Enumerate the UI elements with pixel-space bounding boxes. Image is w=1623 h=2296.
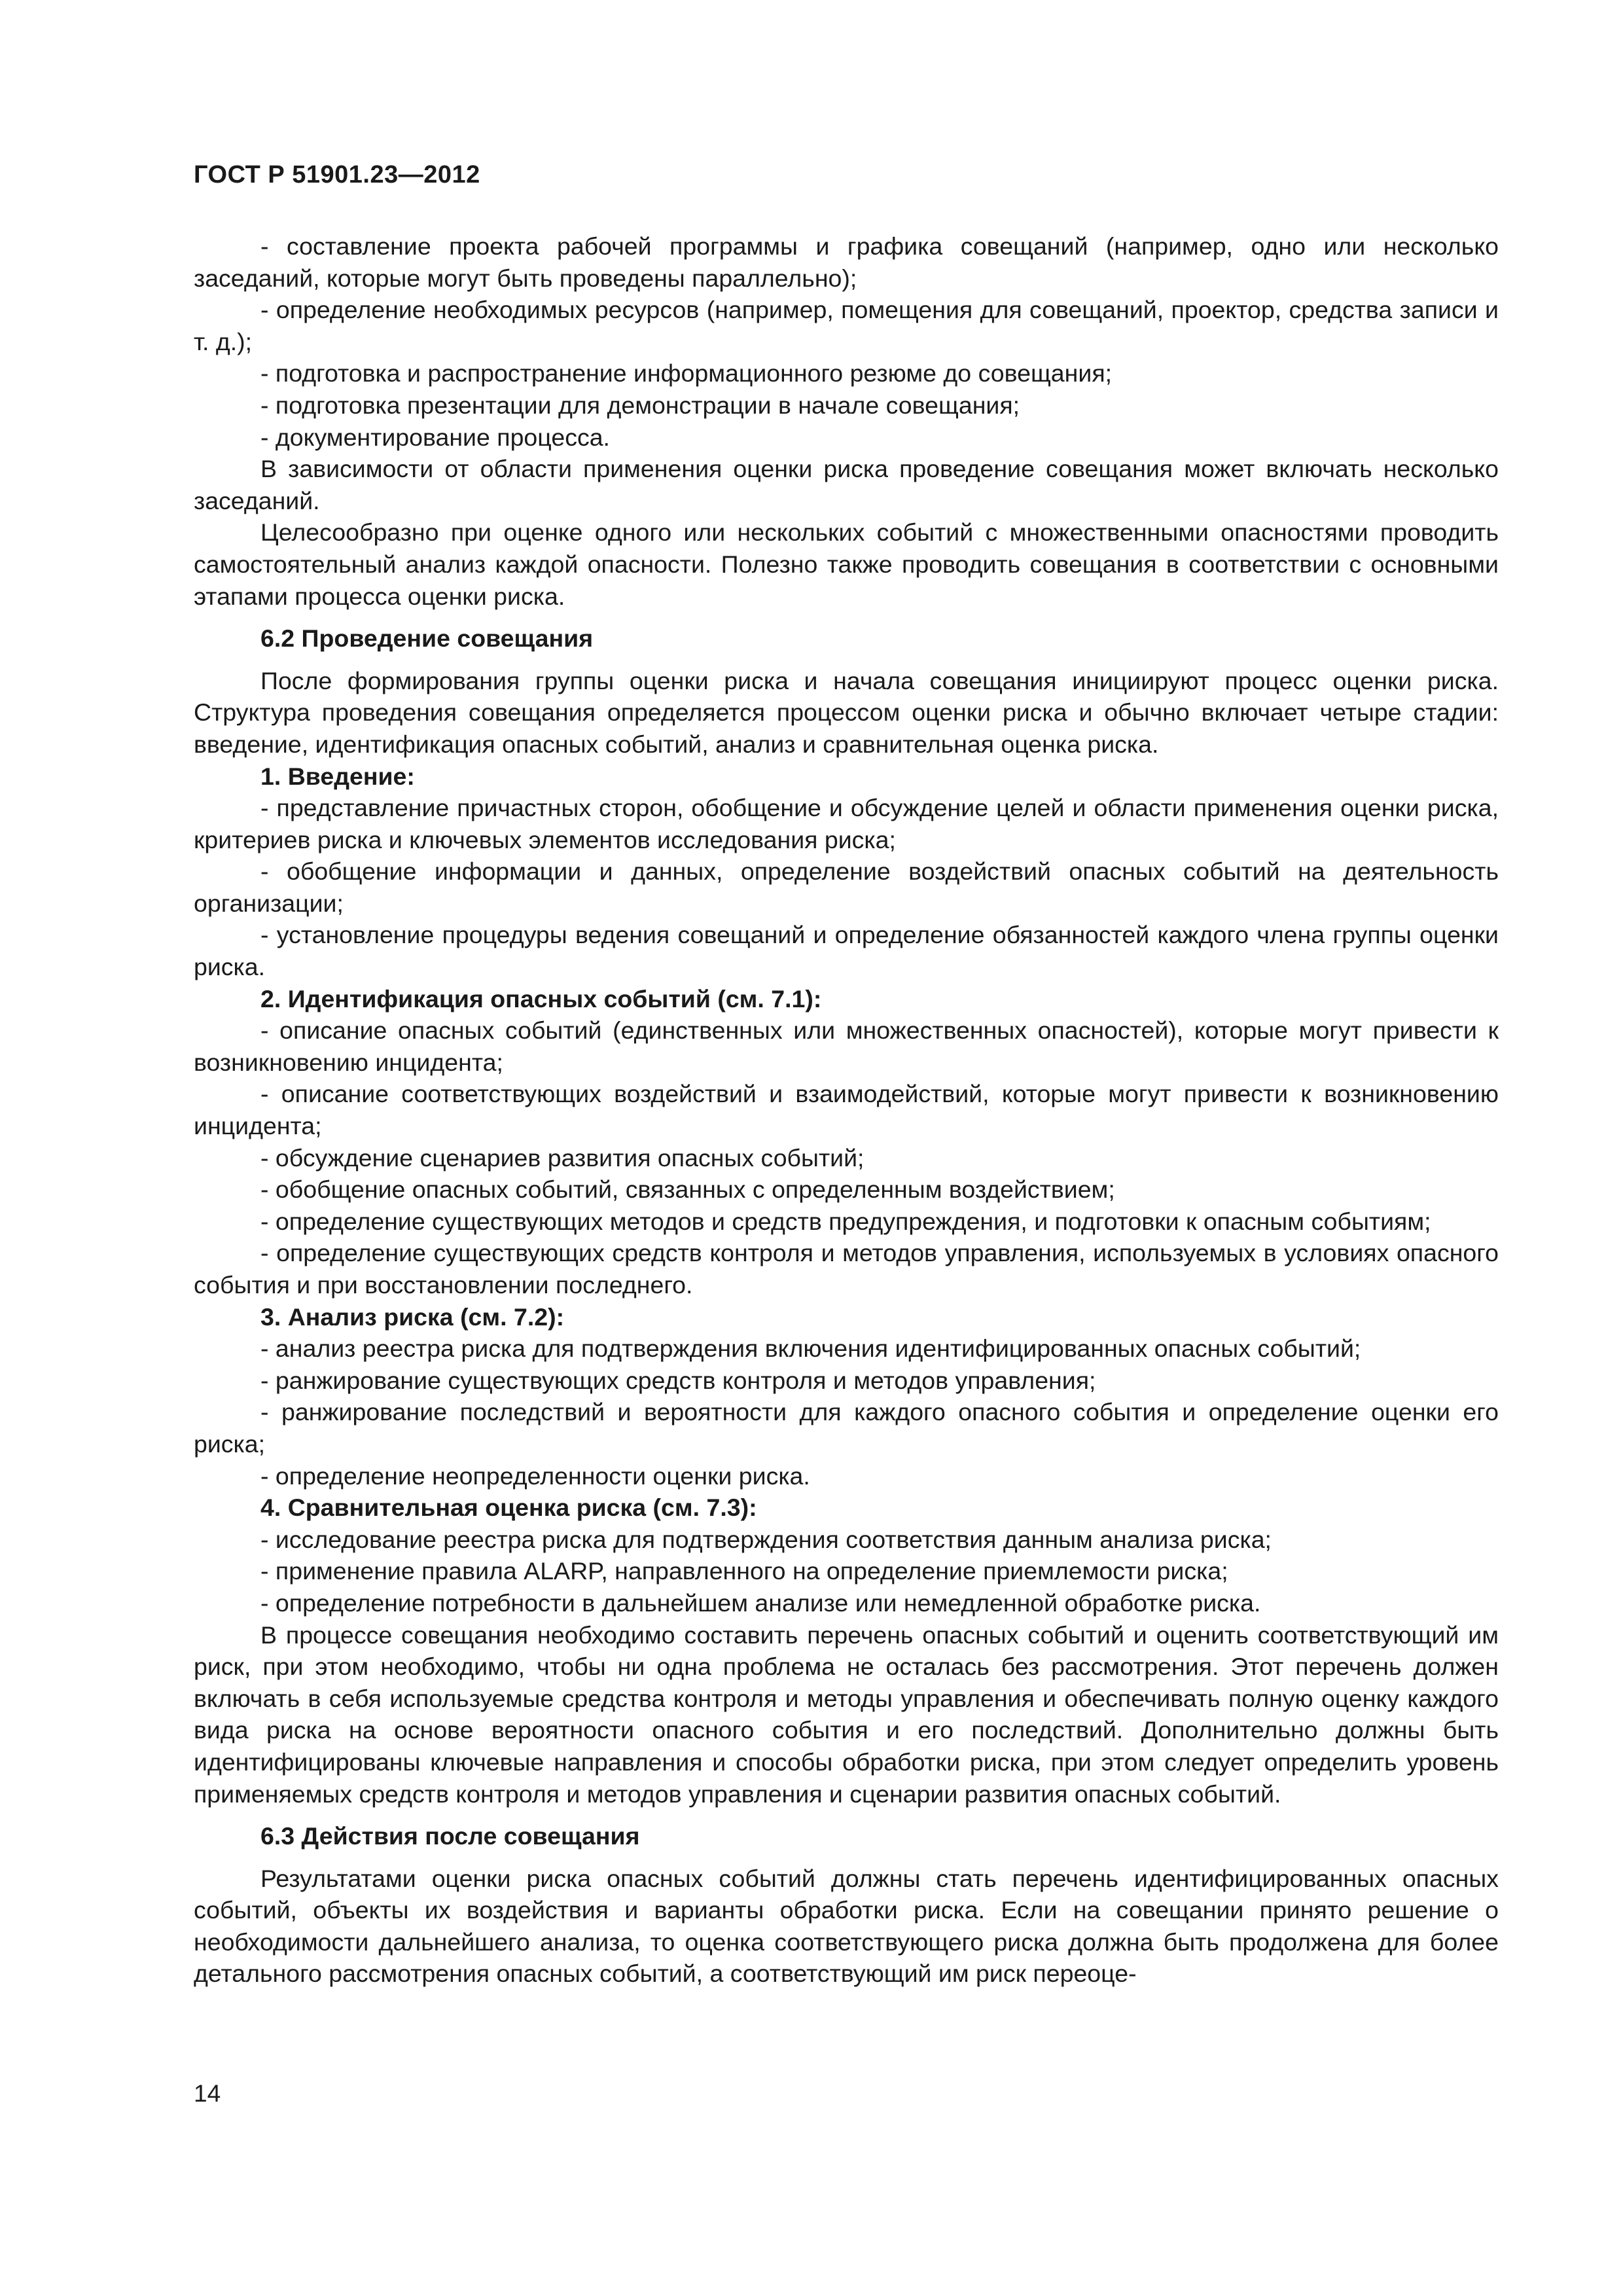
section-heading-6-3: 6.3 Действия после совещания bbox=[260, 1822, 640, 1850]
list-item: - обобщение информации и данных, определение воздействий опасных событий на деятельность организации; bbox=[194, 857, 1499, 917]
paragraph: В процессе совещания необходимо составить перечень опасных событий и оценить соответствующий им риск, при этом необходимо, чтобы ни одна проблема не осталась без рассмотрения. Этот перечень должен включать в себя используемые средства контроля и методы управления и обеспечивать полную оценку каждого вида риска на основе вероятности опасного события и его последствий. Дополнительно должны быть идентифицированы ключевые направления и способы обработки риска, при этом следует определить уровень применяемых средств контроля и методов управления и сценарии развития опасных событий. bbox=[194, 1621, 1499, 1808]
stage-heading-risk-evaluation: 4. Сравнительная оценка риска (см. 7.3): bbox=[260, 1494, 757, 1522]
list-item: - составление проекта рабочей программы и графика совещаний (например, одно или несколько заседаний, которые могут быть проведены параллельно); bbox=[194, 232, 1499, 292]
list-item: - ранжирование существующих средств контроля и методов управления; bbox=[260, 1366, 1096, 1394]
paragraph: Целесообразно при оценке одного или нескольких событий с множественными опасностями проводить самостоятельный анализ каждой опасности. Полезно также проводить совещания в соответствии с основными этапами процесса оценки риска. bbox=[194, 518, 1499, 610]
list-item: - применение правила ALARP, направленного на определение приемлемости риска; bbox=[260, 1557, 1228, 1585]
stage-heading-introduction: 1. Введение: bbox=[260, 762, 415, 790]
paragraph: В зависимости от области применения оценки риска проведение совещания может включать несколько заседаний. bbox=[194, 455, 1499, 514]
section-heading-6-2: 6.2 Проведение совещания bbox=[260, 624, 594, 653]
stage-heading-risk-analysis: 3. Анализ риска (см. 7.2): bbox=[260, 1302, 565, 1331]
list-item: - установление процедуры ведения совещаний и определение обязанностей каждого члена группы оценки риска. bbox=[194, 921, 1499, 981]
page-number: 14 bbox=[194, 2080, 221, 2107]
list-item: - документирование процесса. bbox=[260, 423, 610, 451]
list-item: - описание опасных событий (единственных или множественных опасностей), которые могут привести к возникновению инцидента; bbox=[194, 1016, 1499, 1076]
paragraph: После формирования группы оценки риска и начала совещания инициируют процесс оценки риска. Структура проведения совещания определяется процессом оценки риска и обычно включает четыре стадии: введение, идентификация опасных событий, анализ и сравнительная оценка риска. bbox=[194, 666, 1499, 758]
stage-heading-identification: 2. Идентификация опасных событий (см. 7.1): bbox=[260, 984, 822, 1013]
list-item: - подготовка и распространение информационного резюме до совещания; bbox=[260, 359, 1113, 387]
list-item: - анализ реестра риска для подтверждения включения идентифицированных опасных событий; bbox=[260, 1335, 1361, 1363]
list-item: - исследование реестра риска для подтверждения соответствия данным анализа риска; bbox=[260, 1525, 1272, 1553]
list-item: - определение необходимых ресурсов (например, помещения для совещаний, проектор, средства записи и т. д.); bbox=[194, 296, 1499, 355]
list-item: - подготовка презентации для демонстрации в начале совещания; bbox=[260, 391, 1020, 419]
list-item: - определение неопределенности оценки риска. bbox=[260, 1462, 810, 1490]
list-item: - обсуждение сценариев развития опасных событий; bbox=[260, 1143, 865, 1172]
list-item: - описание соответствующих воздействий и взаимодействий, которые могут привести к возникновению инцидента; bbox=[194, 1080, 1499, 1140]
list-item: - ранжирование последствий и вероятности для каждого опасного события и определение оценки его риска; bbox=[194, 1398, 1499, 1458]
list-item: - представление причастных сторон, обобщение и обсуждение целей и области применения оценки риска, критериев риска и ключевых элементов исследования риска; bbox=[194, 794, 1499, 853]
list-item: - определение существующих методов и средств предупреждения, и подготовки к опасным событиям; bbox=[260, 1207, 1431, 1235]
list-item: - обобщение опасных событий, связанных с определенным воздействием; bbox=[260, 1175, 1115, 1204]
paragraph: Результатами оценки риска опасных событий должны стать перечень идентифицированных опасных событий, объекты их воздействия и варианты обработки риска. Если на совещании принято решение о необходимости дальнейшего анализа, то оценка соответствующего риска должна быть продолжена для более детального рассмотрения опасных событий, а соответствующий им риск переоце- bbox=[194, 1864, 1499, 1988]
list-item: - определение потребности в дальнейшем анализе или немедленной обработке риска. bbox=[260, 1588, 1261, 1617]
document-code-header: ГОСТ Р 51901.23—2012 bbox=[194, 161, 480, 188]
list-item: - определение существующих средств контроля и методов управления, используемых в условиях опасного события и при восстановлении последнего. bbox=[194, 1239, 1499, 1299]
document-body bbox=[194, 230, 1499, 1990]
